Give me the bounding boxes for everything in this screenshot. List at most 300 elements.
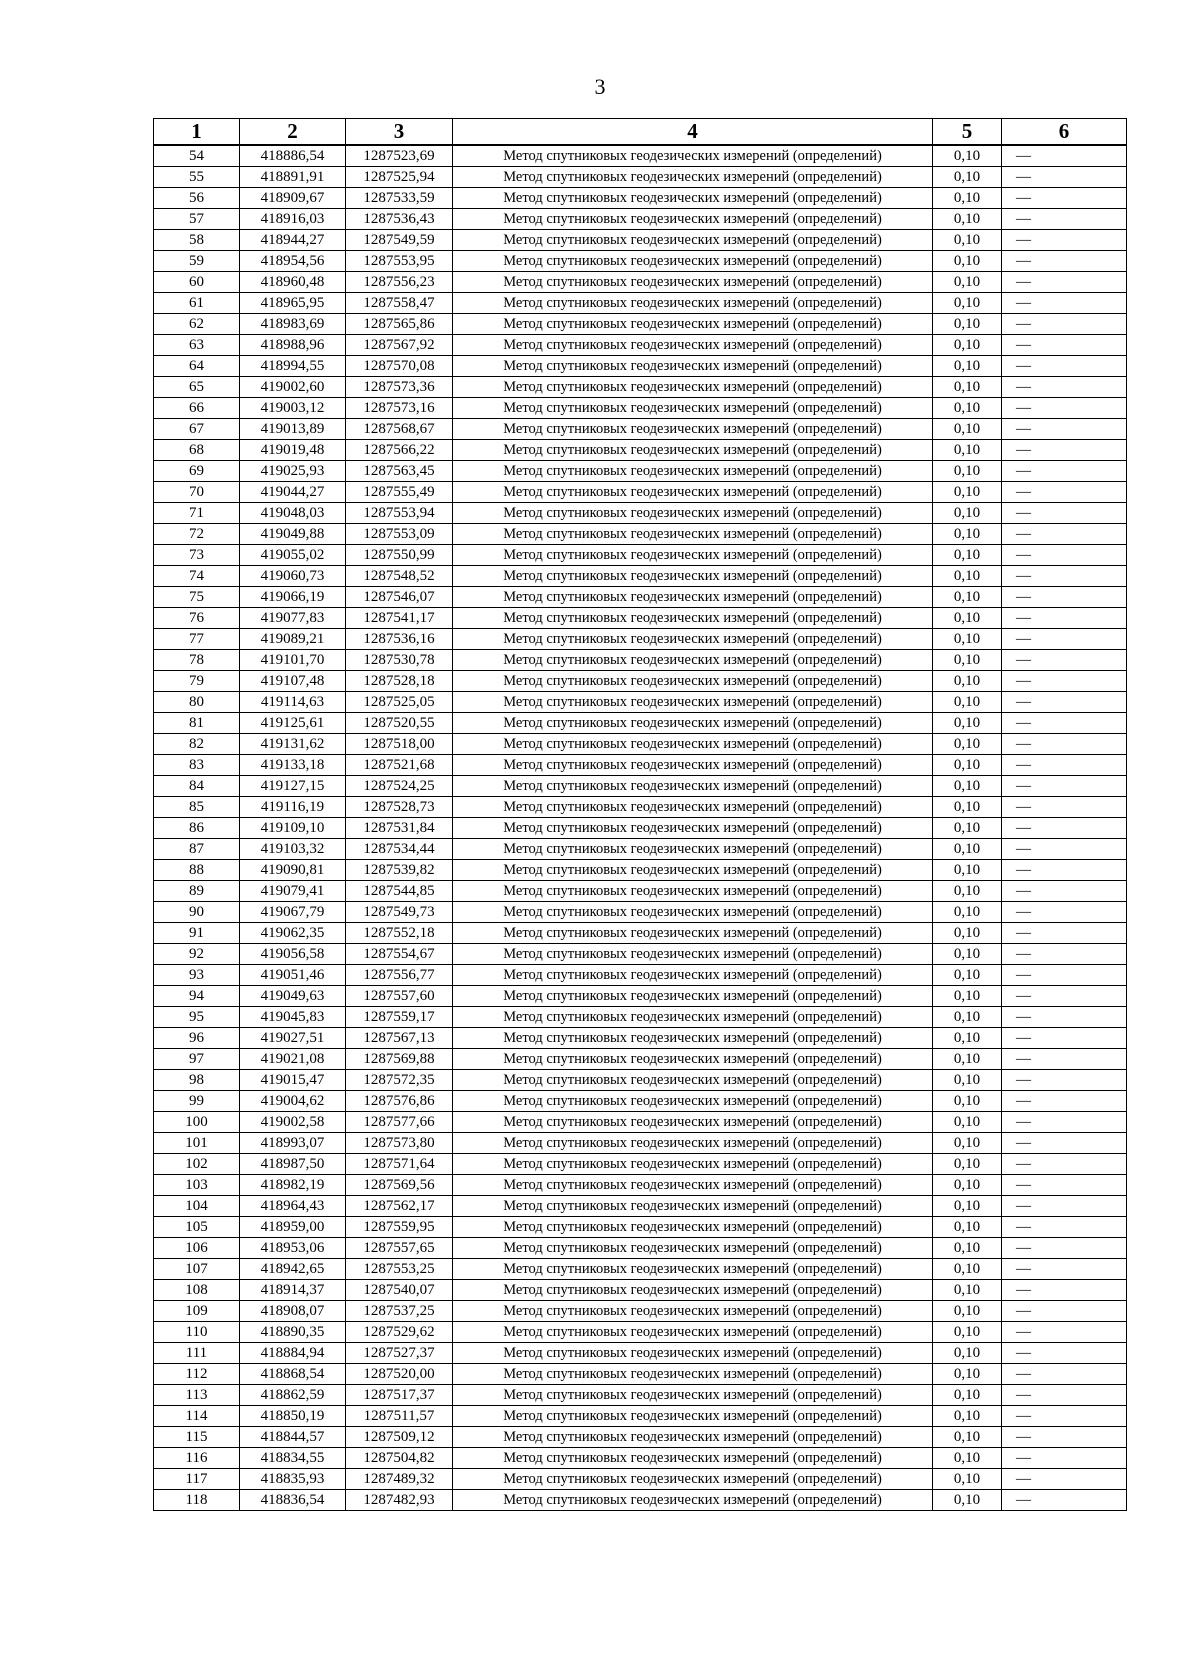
cell-accuracy: 0,10 <box>933 314 1002 335</box>
cell-y-coordinate: 1287567,92 <box>346 335 453 356</box>
cell-point-number: 84 <box>154 776 240 797</box>
cell-accuracy: 0,10 <box>933 1217 1002 1238</box>
cell-accuracy: 0,10 <box>933 587 1002 608</box>
cell-accuracy: 0,10 <box>933 1301 1002 1322</box>
cell-point-number: 101 <box>154 1133 240 1154</box>
cell-method: Метод спутниковых геодезических измерений (определений) <box>453 1427 933 1448</box>
cell-point-number: 62 <box>154 314 240 335</box>
cell-y-coordinate: 1287520,55 <box>346 713 453 734</box>
cell-description: — <box>1002 503 1127 524</box>
cell-accuracy: 0,10 <box>933 944 1002 965</box>
cell-point-number: 100 <box>154 1112 240 1133</box>
table-row <box>154 251 1127 272</box>
cell-accuracy: 0,10 <box>933 335 1002 356</box>
cell-point-number: 77 <box>154 629 240 650</box>
cell-method: Метод спутниковых геодезических измерений (определений) <box>453 524 933 545</box>
cell-point-number: 83 <box>154 755 240 776</box>
cell-method: Метод спутниковых геодезических измерений (определений) <box>453 1217 933 1238</box>
cell-y-coordinate: 1287539,82 <box>346 860 453 881</box>
cell-description: — <box>1002 1490 1127 1511</box>
cell-accuracy: 0,10 <box>933 419 1002 440</box>
table-row <box>154 419 1127 440</box>
table-row <box>154 1154 1127 1175</box>
cell-x-coordinate: 418844,57 <box>240 1427 346 1448</box>
cell-y-coordinate: 1287573,16 <box>346 398 453 419</box>
cell-x-coordinate: 418862,59 <box>240 1385 346 1406</box>
cell-point-number: 96 <box>154 1028 240 1049</box>
table-row <box>154 860 1127 881</box>
cell-x-coordinate: 419002,58 <box>240 1112 346 1133</box>
cell-point-number: 76 <box>154 608 240 629</box>
cell-description: — <box>1002 713 1127 734</box>
cell-accuracy: 0,10 <box>933 1175 1002 1196</box>
header-row <box>154 119 1127 146</box>
cell-y-coordinate: 1287573,80 <box>346 1133 453 1154</box>
table-row <box>154 1070 1127 1091</box>
cell-method: Метод спутниковых геодезических измерений (определений) <box>453 1091 933 1112</box>
cell-y-coordinate: 1287576,86 <box>346 1091 453 1112</box>
cell-point-number: 102 <box>154 1154 240 1175</box>
cell-description: — <box>1002 629 1127 650</box>
cell-point-number: 91 <box>154 923 240 944</box>
cell-method: Метод спутниковых геодезических измерений (определений) <box>453 587 933 608</box>
cell-point-number: 75 <box>154 587 240 608</box>
cell-description: — <box>1002 419 1127 440</box>
cell-y-coordinate: 1287553,09 <box>346 524 453 545</box>
cell-method: Метод спутниковых геодезических измерений (определений) <box>453 419 933 440</box>
table-row <box>154 713 1127 734</box>
cell-accuracy: 0,10 <box>933 608 1002 629</box>
cell-point-number: 95 <box>154 1007 240 1028</box>
cell-x-coordinate: 419027,51 <box>240 1028 346 1049</box>
cell-method: Метод спутниковых геодезических измерений (определений) <box>453 230 933 251</box>
cell-accuracy: 0,10 <box>933 692 1002 713</box>
cell-point-number: 87 <box>154 839 240 860</box>
table-row <box>154 293 1127 314</box>
cell-y-coordinate: 1287528,18 <box>346 671 453 692</box>
cell-accuracy: 0,10 <box>933 818 1002 839</box>
cell-point-number: 107 <box>154 1259 240 1280</box>
cell-accuracy: 0,10 <box>933 251 1002 272</box>
cell-y-coordinate: 1287553,25 <box>346 1259 453 1280</box>
cell-point-number: 69 <box>154 461 240 482</box>
cell-x-coordinate: 419109,10 <box>240 818 346 839</box>
cell-point-number: 88 <box>154 860 240 881</box>
cell-x-coordinate: 418835,93 <box>240 1469 346 1490</box>
cell-description: — <box>1002 440 1127 461</box>
cell-accuracy: 0,10 <box>933 293 1002 314</box>
cell-description: — <box>1002 1133 1127 1154</box>
cell-accuracy: 0,10 <box>933 377 1002 398</box>
cell-method: Метод спутниковых геодезических измерений (определений) <box>453 1280 933 1301</box>
cell-point-number: 112 <box>154 1364 240 1385</box>
cell-y-coordinate: 1287530,78 <box>346 650 453 671</box>
cell-y-coordinate: 1287553,94 <box>346 503 453 524</box>
cell-x-coordinate: 419055,02 <box>240 545 346 566</box>
cell-method: Метод спутниковых геодезических измерений (определений) <box>453 860 933 881</box>
table-row <box>154 650 1127 671</box>
table-row <box>154 797 1127 818</box>
cell-x-coordinate: 418993,07 <box>240 1133 346 1154</box>
cell-method: Метод спутниковых геодезических измерений (определений) <box>453 145 933 167</box>
cell-x-coordinate: 419107,48 <box>240 671 346 692</box>
table-row <box>154 923 1127 944</box>
cell-point-number: 74 <box>154 566 240 587</box>
cell-description: — <box>1002 272 1127 293</box>
cell-x-coordinate: 419114,63 <box>240 692 346 713</box>
cell-point-number: 61 <box>154 293 240 314</box>
cell-method: Метод спутниковых геодезических измерений (определений) <box>453 1469 933 1490</box>
table-row <box>154 1091 1127 1112</box>
cell-method: Метод спутниковых геодезических измерений (определений) <box>453 1406 933 1427</box>
cell-point-number: 93 <box>154 965 240 986</box>
cell-y-coordinate: 1287565,86 <box>346 314 453 335</box>
cell-accuracy: 0,10 <box>933 545 1002 566</box>
cell-accuracy: 0,10 <box>933 1049 1002 1070</box>
table-row <box>154 1028 1127 1049</box>
cell-description: — <box>1002 461 1127 482</box>
cell-y-coordinate: 1287550,99 <box>346 545 453 566</box>
table-row <box>154 776 1127 797</box>
cell-description: — <box>1002 188 1127 209</box>
cell-method: Метод спутниковых геодезических измерений (определений) <box>453 188 933 209</box>
cell-description: — <box>1002 209 1127 230</box>
table-row <box>154 944 1127 965</box>
cell-description: — <box>1002 881 1127 902</box>
cell-description: — <box>1002 1028 1127 1049</box>
cell-accuracy: 0,10 <box>933 209 1002 230</box>
table-row <box>154 1280 1127 1301</box>
cell-description: — <box>1002 1217 1127 1238</box>
cell-description: — <box>1002 1007 1127 1028</box>
cell-x-coordinate: 419062,35 <box>240 923 346 944</box>
cell-description: — <box>1002 1280 1127 1301</box>
cell-accuracy: 0,10 <box>933 566 1002 587</box>
cell-description: — <box>1002 755 1127 776</box>
cell-method: Метод спутниковых геодезических измерений (определений) <box>453 314 933 335</box>
cell-description: — <box>1002 1343 1127 1364</box>
cell-method: Метод спутниковых геодезических измерений (определений) <box>453 734 933 755</box>
cell-description: — <box>1002 1049 1127 1070</box>
cell-x-coordinate: 419060,73 <box>240 566 346 587</box>
cell-method: Метод спутниковых геодезических измерений (определений) <box>453 1133 933 1154</box>
cell-method: Метод спутниковых геодезических измерений (определений) <box>453 1301 933 1322</box>
cell-x-coordinate: 419066,19 <box>240 587 346 608</box>
cell-method: Метод спутниковых геодезических измерений (определений) <box>453 272 933 293</box>
cell-point-number: 56 <box>154 188 240 209</box>
cell-accuracy: 0,10 <box>933 272 1002 293</box>
table-row <box>154 965 1127 986</box>
cell-x-coordinate: 418994,55 <box>240 356 346 377</box>
cell-x-coordinate: 419125,61 <box>240 713 346 734</box>
cell-x-coordinate: 418891,91 <box>240 167 346 188</box>
cell-y-coordinate: 1287566,22 <box>346 440 453 461</box>
cell-point-number: 90 <box>154 902 240 923</box>
table-row <box>154 272 1127 293</box>
cell-method: Метод спутниковых геодезических измерений (определений) <box>453 1259 933 1280</box>
cell-description: — <box>1002 965 1127 986</box>
cell-point-number: 113 <box>154 1385 240 1406</box>
cell-method: Метод спутниковых геодезических измерений (определений) <box>453 755 933 776</box>
cell-method: Метод спутниковых геодезических измерений (определений) <box>453 965 933 986</box>
cell-point-number: 78 <box>154 650 240 671</box>
cell-method: Метод спутниковых геодезических измерений (определений) <box>453 251 933 272</box>
cell-method: Метод спутниковых геодезических измерений (определений) <box>453 335 933 356</box>
cell-point-number: 98 <box>154 1070 240 1091</box>
cell-accuracy: 0,10 <box>933 1490 1002 1511</box>
cell-y-coordinate: 1287541,17 <box>346 608 453 629</box>
cell-description: — <box>1002 1427 1127 1448</box>
table-row <box>154 1322 1127 1343</box>
cell-description: — <box>1002 1301 1127 1322</box>
page-number: 3 <box>594 74 606 99</box>
cell-x-coordinate: 419049,88 <box>240 524 346 545</box>
table-row <box>154 1196 1127 1217</box>
cell-y-coordinate: 1287556,23 <box>346 272 453 293</box>
table-row <box>154 482 1127 503</box>
cell-point-number: 72 <box>154 524 240 545</box>
cell-x-coordinate: 419048,03 <box>240 503 346 524</box>
cell-method: Метод спутниковых геодезических измерений (определений) <box>453 1364 933 1385</box>
cell-accuracy: 0,10 <box>933 1196 1002 1217</box>
table-row <box>154 566 1127 587</box>
cell-point-number: 82 <box>154 734 240 755</box>
cell-x-coordinate: 418884,94 <box>240 1343 346 1364</box>
table-row <box>154 608 1127 629</box>
cell-y-coordinate: 1287567,13 <box>346 1028 453 1049</box>
cell-y-coordinate: 1287533,59 <box>346 188 453 209</box>
cell-x-coordinate: 418868,54 <box>240 1364 346 1385</box>
table-header <box>154 119 1127 146</box>
cell-x-coordinate: 419003,12 <box>240 398 346 419</box>
cell-method: Метод спутниковых геодезических измерений (определений) <box>453 440 933 461</box>
cell-method: Метод спутниковых геодезических измерений (определений) <box>453 986 933 1007</box>
cell-x-coordinate: 418834,55 <box>240 1448 346 1469</box>
cell-y-coordinate: 1287554,67 <box>346 944 453 965</box>
cell-accuracy: 0,10 <box>933 1238 1002 1259</box>
cell-y-coordinate: 1287546,07 <box>346 587 453 608</box>
cell-method: Метод спутниковых геодезических измерений (определений) <box>453 671 933 692</box>
table-body <box>154 145 1127 1511</box>
table-row <box>154 1133 1127 1154</box>
cell-accuracy: 0,10 <box>933 1343 1002 1364</box>
cell-description: — <box>1002 545 1127 566</box>
cell-point-number: 70 <box>154 482 240 503</box>
cell-description: — <box>1002 293 1127 314</box>
cell-x-coordinate: 419067,79 <box>240 902 346 923</box>
cell-description: — <box>1002 860 1127 881</box>
cell-y-coordinate: 1287517,37 <box>346 1385 453 1406</box>
cell-point-number: 66 <box>154 398 240 419</box>
cell-method: Метод спутниковых геодезических измерений (определений) <box>453 1070 933 1091</box>
cell-description: — <box>1002 167 1127 188</box>
table-row <box>154 1364 1127 1385</box>
cell-y-coordinate: 1287562,17 <box>346 1196 453 1217</box>
cell-x-coordinate: 418914,37 <box>240 1280 346 1301</box>
cell-description: — <box>1002 377 1127 398</box>
cell-accuracy: 0,10 <box>933 1154 1002 1175</box>
cell-description: — <box>1002 356 1127 377</box>
cell-accuracy: 0,10 <box>933 629 1002 650</box>
cell-description: — <box>1002 797 1127 818</box>
cell-y-coordinate: 1287482,93 <box>346 1490 453 1511</box>
cell-point-number: 104 <box>154 1196 240 1217</box>
cell-method: Метод спутниковых геодезических измерений (определений) <box>453 1196 933 1217</box>
cell-x-coordinate: 418965,95 <box>240 293 346 314</box>
table-row <box>154 818 1127 839</box>
cell-x-coordinate: 419013,89 <box>240 419 346 440</box>
table-row <box>154 839 1127 860</box>
cell-method: Метод спутниковых геодезических измерений (определений) <box>453 377 933 398</box>
cell-description: — <box>1002 923 1127 944</box>
cell-method: Метод спутниковых геодезических измерений (определений) <box>453 1049 933 1070</box>
table-row <box>154 734 1127 755</box>
table-row <box>154 1385 1127 1406</box>
cell-point-number: 68 <box>154 440 240 461</box>
cell-method: Метод спутниковых геодезических измерений (определений) <box>453 1385 933 1406</box>
cell-description: — <box>1002 566 1127 587</box>
cell-method: Метод спутниковых геодезических измерений (определений) <box>453 608 933 629</box>
cell-method: Метод спутниковых геодезических измерений (определений) <box>453 1238 933 1259</box>
cell-method: Метод спутниковых геодезических измерений (определений) <box>453 776 933 797</box>
cell-point-number: 64 <box>154 356 240 377</box>
cell-point-number: 73 <box>154 545 240 566</box>
cell-y-coordinate: 1287571,64 <box>346 1154 453 1175</box>
cell-x-coordinate: 418953,06 <box>240 1238 346 1259</box>
cell-x-coordinate: 418916,03 <box>240 209 346 230</box>
cell-accuracy: 0,10 <box>933 1070 1002 1091</box>
cell-point-number: 106 <box>154 1238 240 1259</box>
cell-method: Метод спутниковых геодезических измерений (определений) <box>453 923 933 944</box>
cell-y-coordinate: 1287536,16 <box>346 629 453 650</box>
cell-method: Метод спутниковых геодезических измерений (определений) <box>453 1175 933 1196</box>
cell-accuracy: 0,10 <box>933 797 1002 818</box>
cell-y-coordinate: 1287523,69 <box>346 145 453 167</box>
cell-x-coordinate: 418908,07 <box>240 1301 346 1322</box>
cell-y-coordinate: 1287572,35 <box>346 1070 453 1091</box>
cell-x-coordinate: 419077,83 <box>240 608 346 629</box>
cell-accuracy: 0,10 <box>933 440 1002 461</box>
cell-x-coordinate: 419015,47 <box>240 1070 346 1091</box>
cell-accuracy: 0,10 <box>933 167 1002 188</box>
cell-accuracy: 0,10 <box>933 230 1002 251</box>
cell-accuracy: 0,10 <box>933 461 1002 482</box>
table-row <box>154 1175 1127 1196</box>
cell-x-coordinate: 419116,19 <box>240 797 346 818</box>
cell-description: — <box>1002 608 1127 629</box>
table-row <box>154 587 1127 608</box>
cell-method: Метод спутниковых геодезических измерений (определений) <box>453 902 933 923</box>
cell-x-coordinate: 418886,54 <box>240 145 346 167</box>
cell-description: — <box>1002 314 1127 335</box>
cell-y-coordinate: 1287569,56 <box>346 1175 453 1196</box>
cell-method: Метод спутниковых геодезических измерений (определений) <box>453 839 933 860</box>
cell-x-coordinate: 418982,19 <box>240 1175 346 1196</box>
cell-description: — <box>1002 1112 1127 1133</box>
cell-x-coordinate: 419127,15 <box>240 776 346 797</box>
cell-method: Метод спутниковых геодезических измерений (определений) <box>453 1028 933 1049</box>
cell-description: — <box>1002 944 1127 965</box>
cell-description: — <box>1002 1469 1127 1490</box>
cell-y-coordinate: 1287549,73 <box>346 902 453 923</box>
cell-method: Метод спутниковых геодезических измерений (определений) <box>453 944 933 965</box>
cell-description: — <box>1002 1238 1127 1259</box>
table-row <box>154 1049 1127 1070</box>
cell-method: Метод спутниковых геодезических измерений (определений) <box>453 1322 933 1343</box>
table-row <box>154 545 1127 566</box>
cell-point-number: 54 <box>154 145 240 167</box>
cell-description: — <box>1002 692 1127 713</box>
cell-x-coordinate: 419051,46 <box>240 965 346 986</box>
cell-method: Метод спутниковых геодезических измерений (определений) <box>453 503 933 524</box>
table-row <box>154 503 1127 524</box>
cell-x-coordinate: 418987,50 <box>240 1154 346 1175</box>
cell-accuracy: 0,10 <box>933 860 1002 881</box>
cell-method: Метод спутниковых геодезических измерений (определений) <box>453 881 933 902</box>
table-row <box>154 1238 1127 1259</box>
cell-point-number: 111 <box>154 1343 240 1364</box>
cell-y-coordinate: 1287570,08 <box>346 356 453 377</box>
cell-accuracy: 0,10 <box>933 671 1002 692</box>
cell-accuracy: 0,10 <box>933 776 1002 797</box>
cell-y-coordinate: 1287527,37 <box>346 1343 453 1364</box>
cell-description: — <box>1002 734 1127 755</box>
cell-accuracy: 0,10 <box>933 1322 1002 1343</box>
cell-y-coordinate: 1287563,45 <box>346 461 453 482</box>
cell-description: — <box>1002 587 1127 608</box>
table-row <box>154 1259 1127 1280</box>
table-row <box>154 335 1127 356</box>
table-row <box>154 671 1127 692</box>
cell-method: Метод спутниковых геодезических измерений (определений) <box>453 1490 933 1511</box>
cell-x-coordinate: 419044,27 <box>240 482 346 503</box>
cell-y-coordinate: 1287569,88 <box>346 1049 453 1070</box>
cell-description: — <box>1002 839 1127 860</box>
cell-description: — <box>1002 1448 1127 1469</box>
cell-y-coordinate: 1287518,00 <box>346 734 453 755</box>
table-row <box>154 377 1127 398</box>
cell-description: — <box>1002 145 1127 167</box>
cell-x-coordinate: 419056,58 <box>240 944 346 965</box>
cell-point-number: 103 <box>154 1175 240 1196</box>
table-row <box>154 461 1127 482</box>
cell-y-coordinate: 1287509,12 <box>346 1427 453 1448</box>
cell-accuracy: 0,10 <box>933 524 1002 545</box>
cell-accuracy: 0,10 <box>933 755 1002 776</box>
cell-x-coordinate: 419079,41 <box>240 881 346 902</box>
cell-y-coordinate: 1287559,95 <box>346 1217 453 1238</box>
cell-method: Метод спутниковых геодезических измерений (определений) <box>453 713 933 734</box>
cell-accuracy: 0,10 <box>933 482 1002 503</box>
table-row <box>154 881 1127 902</box>
cell-point-number: 115 <box>154 1427 240 1448</box>
cell-x-coordinate: 418954,56 <box>240 251 346 272</box>
cell-x-coordinate: 418964,43 <box>240 1196 346 1217</box>
table-row <box>154 209 1127 230</box>
cell-point-number: 81 <box>154 713 240 734</box>
cell-method: Метод спутниковых геодезических измерений (определений) <box>453 293 933 314</box>
table-row <box>154 986 1127 1007</box>
table-row <box>154 1112 1127 1133</box>
cell-description: — <box>1002 986 1127 1007</box>
cell-method: Метод спутниковых геодезических измерений (определений) <box>453 1154 933 1175</box>
cell-point-number: 65 <box>154 377 240 398</box>
cell-description: — <box>1002 1070 1127 1091</box>
table-row <box>154 902 1127 923</box>
cell-description: — <box>1002 671 1127 692</box>
cell-method: Метод спутниковых геодезических измерений (определений) <box>453 797 933 818</box>
cell-accuracy: 0,10 <box>933 881 1002 902</box>
